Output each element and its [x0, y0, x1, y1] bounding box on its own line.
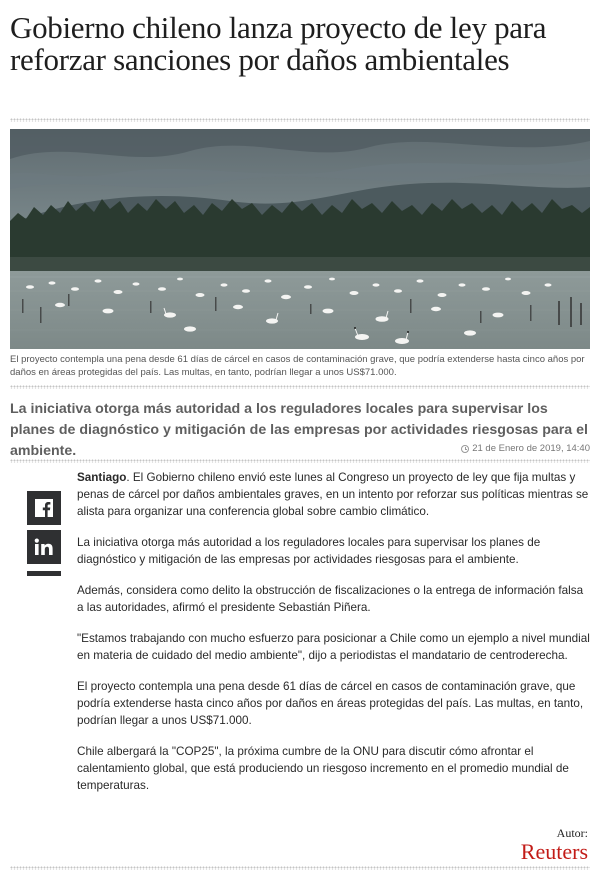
- headline-divider: [10, 118, 590, 122]
- date-divider: [10, 459, 590, 463]
- linkedin-share-button[interactable]: [27, 530, 61, 564]
- share-bar: [27, 481, 61, 576]
- photo-caption: El proyecto contempla una pena desde 61 días de cárcel en casos de contaminación grave, que podría extenderse hasta cinco años por daños en áreas protegidas del país. Las multas, en tanto, podrían llegar a unos US$71.000.: [10, 354, 585, 378]
- paragraph-text: . El Gobierno chileno envió este lunes al Congreso un proyecto de ley que fija multas y penas de cárcel por daños ambientales graves, en un intento por reforzar sus políticas mientras se alista para organizar una conferencia global sobre cambio climático.: [77, 471, 589, 518]
- footer-divider: [10, 866, 590, 870]
- clock-icon: [461, 445, 469, 453]
- body-paragraph: La iniciativa otorga más autoridad a los reguladores locales para supervisar los planes de diagnóstico y mitigación de las empresas por actividades riesgosas para el ambiente.: [77, 536, 541, 566]
- article-body: [77, 469, 591, 808]
- publish-date: [461, 443, 590, 454]
- author-name: Reuters: [520, 839, 588, 864]
- author-label: Autor:: [556, 826, 588, 840]
- caption-divider: [10, 385, 590, 389]
- body-paragraph: Además, considera como delito la obstrucción de fiscalizaciones o la entrega de información falsa a las autoridades, afirmó el presidente Sebastián Piñera.: [77, 584, 584, 614]
- body-paragraph: [77, 469, 591, 520]
- article-photo: [10, 129, 590, 349]
- facebook-share-button[interactable]: [27, 491, 61, 525]
- publish-date-text: 21 de Enero de 2019, 14:40: [472, 443, 590, 454]
- body-paragraph: El proyecto contempla una pena desde 61 días de cárcel en casos de contaminación grave, que podría extenderse hasta cinco años por daños en áreas protegidas del país. Las multas, en tanto, podrían llegar a unos US$71.000.: [77, 680, 584, 727]
- facebook-icon: [35, 499, 53, 517]
- article-lede: La iniciativa otorga más autoridad a los reguladores locales para supervisar los planes de diagnóstico y mitigación de las empresas por actividades riesgosas para el ambiente.: [10, 401, 588, 459]
- share-bar-footer: [27, 571, 61, 576]
- dateline-city: Santiago: [77, 471, 127, 484]
- body-paragraph: Chile albergará la "COP25", la próxima cumbre de la ONU para discutir cómo afrontar el calentamiento global, que está produciendo un riesgoso incremento en el promedio mundial de temperaturas.: [77, 745, 569, 792]
- linkedin-icon: [34, 538, 54, 556]
- article-headline: Gobierno chileno lanza proyecto de ley para reforzar sanciones por daños ambientales: [10, 10, 547, 77]
- body-paragraph: "Estamos trabajando con mucho esfuerzo para posicionar a Chile como un ejemplo a nivel mundial en materia de cuidado del medio ambiente", dijo a periodistas el mandatario de centroderecha.: [77, 632, 590, 662]
